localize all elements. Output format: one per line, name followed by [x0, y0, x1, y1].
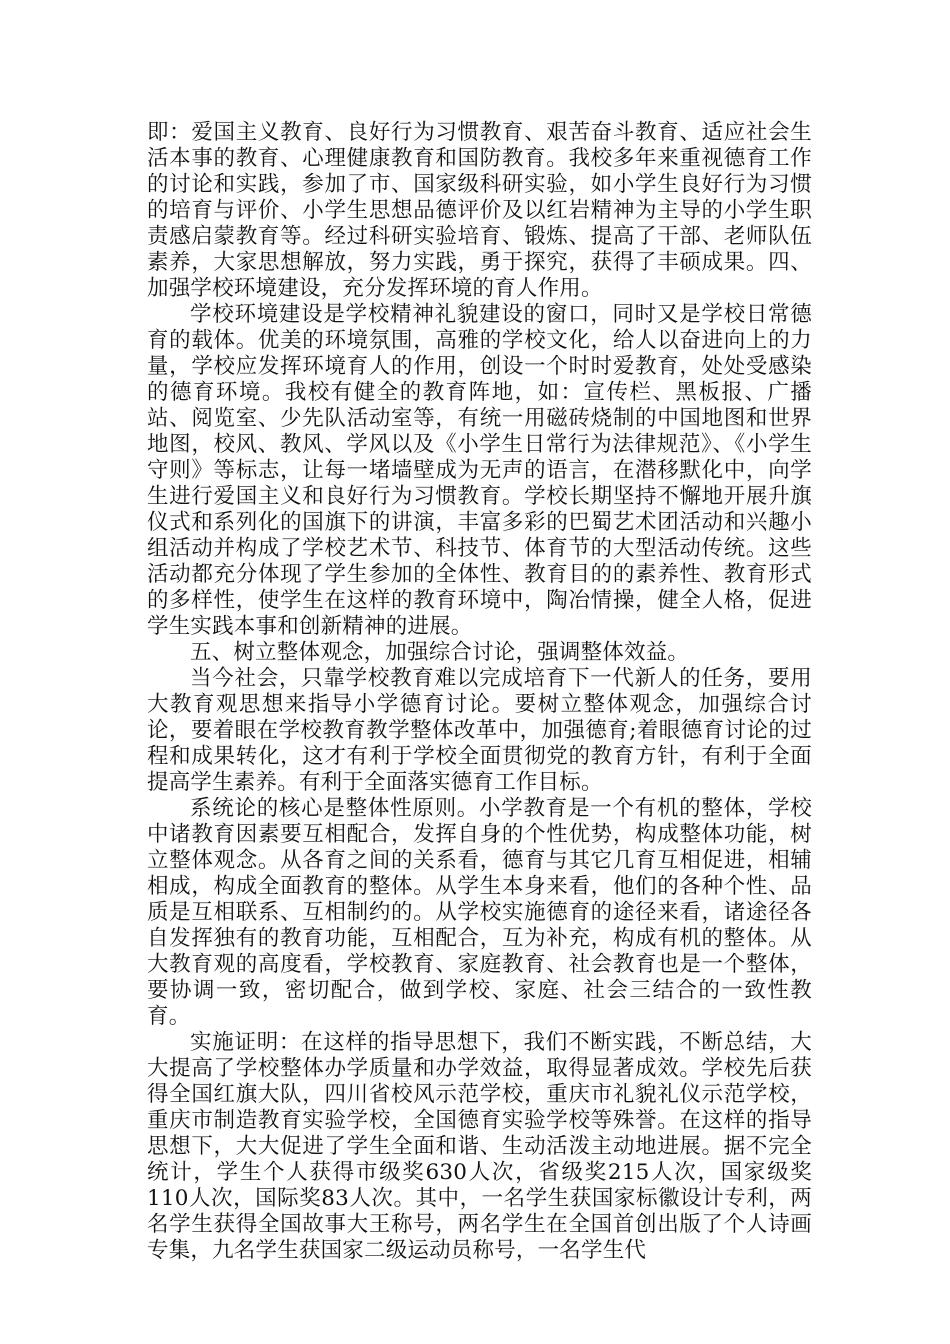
paragraph-2: 学校环境建设是学校精神礼貌建设的窗口，同时又是学校日常德育的载体。优美的环境氛围，高雅的学校文化，给人以奋进向上的力量，学校应发挥环境育人的作用，创设一个时时爱教育，处处受感染的德育环境。我校有健全的教育阵地，如：宣传栏、黑板报、广播站、阅览室、少先队活动室等，有统一用磁砖烧制的中国地图和世界地图，校风、教风、学风以及《小学生日常行为法律规范》、《小学生守则》等标志，让每一堵墙壁成为无声的语言，在潜移默化中，向学生进行爱国主义和良好行为习惯教育。学校长期坚持不懈地开展升旗仪式和系列化的国旗下的讲演，丰富多彩的巴蜀艺术团活动和兴趣小组活动并构成了学校艺术节、科技节、体育节的大型活动传统。这些活动都充分体现了学生参加的全体性、教育目的的素养性、教育形式的多样性，使学生在这样的教育环境中，陶冶情操，健全人格，促进学生实践本事和创新精神的进展。 — [147, 302, 812, 639]
paragraph-5: 实施证明：在这样的指导思想下，我们不断实践，不断总结，大大提高了学校整体办学质量和办学效益，取得显著成效。学校先后获得全国红旗大队，四川省校风示范学校，重庆市礼貌礼仪示范学校，重庆市制造教育实验学校，全国德育实验学校等殊誉。在这样的指导思想下，大大促进了学生全面和谐、生动活泼主动地进展。据不完全统计，学生个人获得市级奖630人次，省级奖215人次，国家级奖110人次，国际奖83人次。其中，一名学生获国家标徽设计专利，两名学生获得全国故事大王称号，两名学生在全国首创出版了个人诗画专集，九名学生获国家二级运动员称号，一名学生代 — [147, 1030, 812, 1263]
paragraph-4: 系统论的核心是整体性原则。小学教育是一个有机的整体，学校中诸教育因素要互相配合，发挥自身的个性优势，构成整体功能，树立整体观念。从各育之间的关系看，德育与其它几育互相促进，相辅相成，构成全面教育的整体。从学生本身来看，他们的各种个性、品质是互相联系、互相制约的。从学校实施德育的途径来看，诸途径各自发挥独有的教育功能，互相配合，互为补充，构成有机的整体。从大教育观的高度看，学校教育、家庭教育、社会教育也是一个整体，要协调一致，密切配合，做到学校、家庭、社会三结合的一致性教育。 — [147, 796, 812, 1029]
document-body — [147, 120, 812, 1264]
paragraph-1: 即：爱国主义教育、良好行为习惯教育、艰苦奋斗教育、适应社会生活本事的教育、心理健康教育和国防教育。我校多年来重视德育工作的讨论和实践，参加了市、国家级科研实验，如小学生良好行为习惯的培育与评价、小学生思想品德评价及以红岩精神为主导的小学生职责感启蒙教育等。经过科研实验培育、锻炼、提高了干部、老师队伍素养，大家思想解放，努力实践，勇于探究，获得了丰硕成果。四、加强学校环境建设，充分发挥环境的育人作用。 — [147, 120, 812, 301]
section-heading-5: 五、树立整体观念，加强综合讨论，强调整体效益。 — [190, 640, 690, 665]
paragraph-3: 当今社会，只靠学校教育难以完成培育下一代新人的任务，要用大教育观思想来指导小学德育讨论。要树立整体观念，加强综合讨论，要着眼在学校教育教学整体改革中，加强德育;着眼德育讨论的过程和成果转化，这才有利于学校全面贯彻党的教育方针，有利于全面提高学生素养。有利于全面落实德育工作目标。 — [147, 666, 812, 795]
